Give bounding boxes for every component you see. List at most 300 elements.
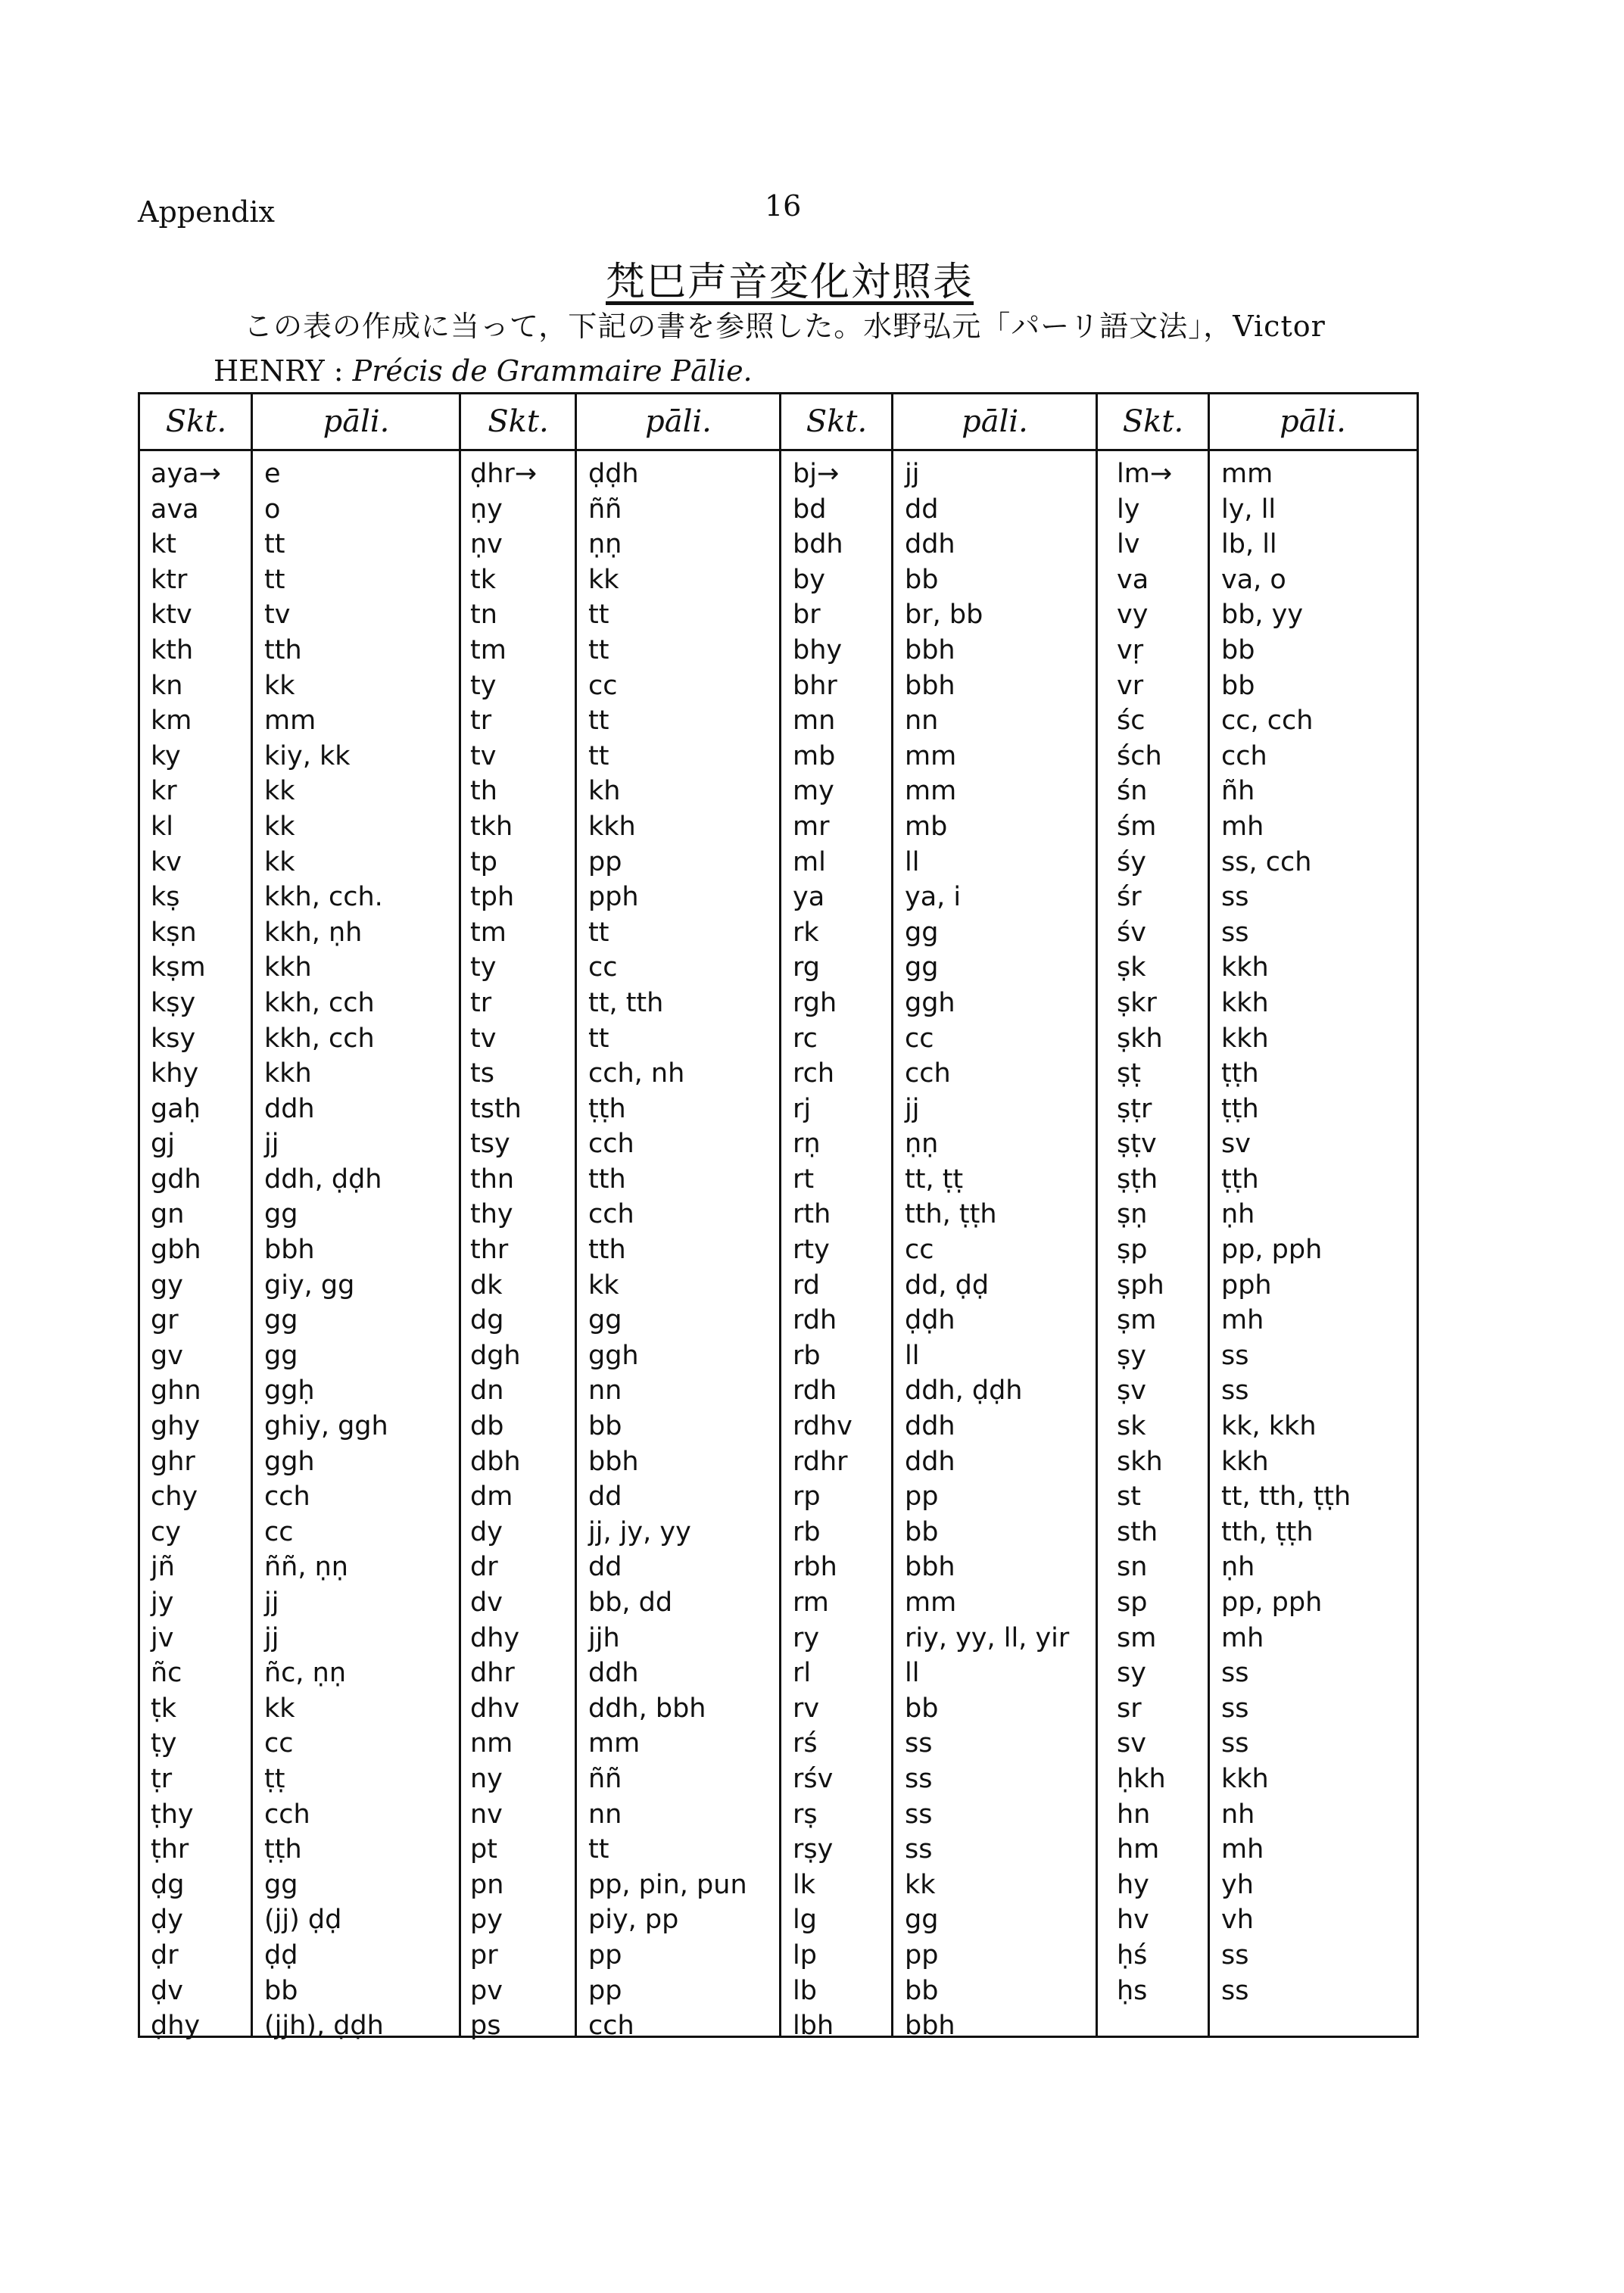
skt-cell: ṣph (1117, 1270, 1164, 1301)
skt-cell: ny (470, 1763, 503, 1794)
pali-cell: kkh, ṇh (264, 917, 363, 948)
pali-column-4 (1221, 456, 1351, 2008)
pali-cell: tt (264, 564, 285, 595)
header-section-label: Appendix (138, 195, 275, 229)
skt-cell: dhr (470, 1658, 515, 1689)
pali-cell: ll (905, 1340, 920, 1371)
skt-cell: ly (1117, 494, 1140, 525)
pali-cell: ññ (588, 494, 622, 525)
skt-cell: ṣṭv (1117, 1129, 1157, 1160)
pali-cell: gg (264, 1340, 298, 1371)
skt-cell: rj (793, 1093, 812, 1124)
pali-cell: gg (264, 1305, 298, 1336)
pali-cell: ll (905, 1658, 920, 1689)
pali-cell: kkh, cch (264, 987, 375, 1018)
pali-cell: ṭṭh (1221, 1164, 1259, 1195)
pali-cell: ṭṭ (264, 1763, 285, 1794)
skt-cell: lg (793, 1905, 817, 1936)
pali-cell: mm (905, 776, 957, 807)
skt-cell: tp (470, 846, 497, 877)
skt-cell: ṭk (151, 1693, 176, 1724)
pali-cell: ss (1221, 1693, 1249, 1724)
skt-cell: kth (151, 634, 194, 665)
pali-cell: cch (588, 1199, 634, 1230)
skt-cell: skh (1117, 1446, 1163, 1477)
skt-cell: tsy (470, 1129, 510, 1160)
skt-cell: śm (1117, 811, 1157, 842)
pali-cell: jj (905, 1093, 920, 1124)
skt-cell: rṣ (793, 1799, 818, 1830)
pali-cell: mb (905, 811, 948, 842)
pali-cell: bb, yy (1221, 600, 1304, 631)
skt-cell: rṇ (793, 1129, 821, 1160)
skt-cell: dn (470, 1375, 504, 1407)
skt-cell: ṭr (151, 1763, 173, 1794)
skt-cell: rty (793, 1235, 830, 1266)
skt-cell: śy (1117, 846, 1146, 877)
pali-cell: bb (264, 1975, 298, 2006)
skt-cell: hm (1117, 1834, 1160, 1865)
pali-cell: tth (588, 1235, 626, 1266)
skt-cell: gn (151, 1199, 185, 1230)
skt-cell: pr (470, 1939, 498, 1971)
pali-cell: kkh, cch. (264, 882, 383, 913)
pali-cell: ss (1221, 1728, 1249, 1759)
pali-cell: ss (905, 1763, 933, 1794)
page-title: 梵巴声音変化対照表 (606, 260, 974, 305)
skt-cell: ktr (151, 564, 188, 595)
pali-cell: ddh, ḍḍh (905, 1375, 1023, 1407)
pali-cell: cch, nh (588, 1058, 685, 1089)
skt-cell: ḍr (151, 1939, 179, 1971)
skt-cell: jv (151, 1622, 174, 1653)
skt-cell: my (793, 776, 834, 807)
pali-cell: ṭṭh (1221, 1058, 1259, 1089)
skt-cell: bdh (793, 529, 843, 560)
skt-cell: rgh (793, 987, 837, 1018)
skt-cell: ṣv (1117, 1375, 1146, 1407)
pali-cell: ṭṭh (1221, 1093, 1259, 1124)
pali-cell: cc (264, 1516, 294, 1547)
pali-cell: lb, ll (1221, 529, 1277, 560)
skt-cell: sy (1117, 1658, 1146, 1689)
pali-cell: gg (264, 1869, 298, 1900)
pali-cell: pp, pph (1221, 1235, 1323, 1266)
pali-cell: kkh (1221, 952, 1269, 983)
pali-cell: ññ (588, 1763, 622, 1794)
pali-cell: ss (1221, 1939, 1249, 1971)
header-skt-1: Skt. (165, 404, 227, 439)
skt-cell: ksy (151, 1023, 196, 1054)
pali-cell: va, o (1221, 564, 1286, 595)
skt-cell: gr (151, 1305, 179, 1336)
pali-cell: kiy, kk (264, 740, 351, 771)
header-pali-4: pāli. (1280, 404, 1346, 439)
skt-cell: ts (470, 1058, 494, 1089)
pali-cell: bbh (905, 2011, 955, 2042)
skt-cell: kr (151, 776, 177, 807)
skt-cell: ghr (151, 1446, 195, 1477)
skt-cell: tm (470, 917, 507, 948)
skt-cell: rp (793, 1481, 821, 1513)
skt-cell: śv (1117, 917, 1146, 948)
skt-cell: lm→ (1117, 459, 1173, 489)
skt-cell: hv (1117, 1905, 1149, 1936)
column-divider (459, 394, 461, 2036)
skt-cell: ml (793, 846, 826, 877)
skt-cell: tr (470, 706, 492, 737)
skt-cell: va (1117, 564, 1149, 595)
pali-cell: ggh (905, 987, 955, 1018)
skt-cell: sp (1117, 1587, 1148, 1618)
pali-cell: ss (1221, 1658, 1249, 1689)
pali-cell: kk (905, 1869, 936, 1900)
pali-cell: jj (264, 1622, 279, 1653)
skt-cell: ktv (151, 600, 192, 631)
pali-cell: ñc, ṇṇ (264, 1658, 347, 1689)
pali-cell: bbh (905, 634, 955, 665)
skt-cell: rś (793, 1728, 818, 1759)
pali-cell: ddh (905, 1411, 955, 1442)
pali-cell: ddh (905, 1446, 955, 1477)
skt-cell: tsth (470, 1093, 522, 1124)
pali-cell: ḍḍh (905, 1305, 955, 1336)
skt-cell: ṣṭr (1117, 1093, 1152, 1124)
skt-cell: ty (470, 952, 497, 983)
pali-cell: ya, i (905, 882, 962, 913)
pali-cell: kk (264, 776, 295, 807)
skt-column-2 (470, 456, 537, 2044)
skt-cell: kn (151, 670, 183, 701)
column-divider (575, 394, 577, 2036)
pali-cell: kk (264, 846, 295, 877)
skt-cell: ḍg (151, 1869, 185, 1900)
pali-cell: jj (264, 1587, 279, 1618)
pali-cell: cc (905, 1023, 934, 1054)
skt-cell: dgh (470, 1340, 521, 1371)
skt-cell: sk (1117, 1411, 1146, 1442)
pali-cell: kkh (1221, 987, 1269, 1018)
skt-cell: ṭhy (151, 1799, 194, 1830)
pali-cell: tt (588, 1834, 609, 1865)
skt-cell: ḍhr→ (470, 459, 538, 489)
pali-cell: bbh (264, 1235, 315, 1266)
skt-cell: ghn (151, 1375, 201, 1407)
pali-cell: gg (905, 1905, 939, 1936)
skt-cell: br (793, 600, 821, 631)
skt-cell: dk (470, 1270, 503, 1301)
skt-cell: pn (470, 1869, 504, 1900)
pali-cell: kk (264, 811, 295, 842)
skt-cell: bd (793, 494, 827, 525)
skt-cell: rm (793, 1587, 829, 1618)
skt-cell: sm (1117, 1622, 1157, 1653)
skt-cell: rv (793, 1693, 820, 1724)
skt-cell: bhy (793, 634, 843, 665)
header-skt-3: Skt. (806, 404, 868, 439)
skt-cell: ḥś (1117, 1939, 1148, 1971)
pali-cell: bb (1221, 670, 1255, 701)
skt-cell: śch (1117, 740, 1162, 771)
skt-cell: kṣn (151, 917, 197, 948)
pali-cell: kkh (264, 1058, 312, 1089)
skt-cell: mb (793, 740, 836, 771)
header-pali-3: pāli. (962, 404, 1028, 439)
pali-cell: cc (264, 1728, 294, 1759)
skt-cell: ty (470, 670, 497, 701)
pali-cell: bb (905, 1693, 939, 1724)
skt-cell: km (151, 706, 192, 737)
skt-cell: ghy (151, 1411, 201, 1442)
pali-cell: ddh (264, 1093, 315, 1124)
skt-cell: rd (793, 1270, 820, 1301)
pali-cell: dd (588, 1481, 622, 1513)
column-divider (779, 394, 781, 2036)
pali-cell: tt (588, 600, 609, 631)
skt-cell: gy (151, 1270, 183, 1301)
intro-book-title: Précis de Grammaire Pālie. (352, 354, 753, 388)
pali-cell: bbh (588, 1446, 639, 1477)
skt-cell: thy (470, 1199, 513, 1230)
pali-cell: ly, ll (1221, 494, 1276, 525)
pali-cell: ss, cch (1221, 846, 1312, 877)
skt-cell: kṣ (151, 882, 180, 913)
table-header-row (140, 394, 1417, 451)
pali-cell: ṇh (1221, 1552, 1255, 1583)
skt-cell: thn (470, 1164, 515, 1195)
pali-cell: nn (588, 1375, 622, 1407)
pali-cell: kh (588, 776, 621, 807)
pali-cell: ghiy, ggh (264, 1411, 388, 1442)
pali-cell: bb, dd (588, 1587, 673, 1618)
skt-cell: dv (470, 1587, 503, 1618)
header-pali-2: pāli. (645, 404, 712, 439)
pali-cell: (jj) ḍḍ (264, 1905, 342, 1936)
pali-cell: ddh (905, 529, 955, 560)
pali-cell: cch (588, 2011, 634, 2042)
skt-cell: rdhv (793, 1411, 853, 1442)
skt-cell: th (470, 776, 497, 807)
header-skt-2: Skt. (488, 404, 549, 439)
skt-cell: kṣm (151, 952, 206, 983)
skt-cell: śn (1117, 776, 1148, 807)
pali-cell: tt (588, 740, 609, 771)
pali-cell: ss (1221, 1340, 1249, 1371)
pali-cell: ss (905, 1728, 933, 1759)
skt-cell: gv (151, 1340, 183, 1371)
pali-cell: kkh (1221, 1763, 1269, 1794)
skt-cell: rṣy (793, 1834, 834, 1865)
pali-cell: tth (588, 1164, 626, 1195)
pali-cell: cc (905, 1235, 934, 1266)
pali-cell: ss (905, 1834, 933, 1865)
skt-cell: kṣy (151, 987, 196, 1018)
skt-cell: rt (793, 1164, 815, 1195)
pali-cell: piy, pp (588, 1905, 679, 1936)
skt-cell: st (1117, 1481, 1141, 1513)
skt-cell: tn (470, 600, 497, 631)
skt-cell: tv (470, 740, 497, 771)
skt-cell: sr (1117, 1693, 1142, 1724)
skt-cell: dbh (470, 1446, 521, 1477)
pali-cell: mm (588, 1728, 641, 1759)
skt-cell: rc (793, 1023, 818, 1054)
pali-cell: bb (905, 564, 939, 595)
pali-cell: tt (588, 706, 609, 737)
pali-cell: ṭṭh (264, 1834, 302, 1865)
pali-cell: kk (588, 1270, 619, 1301)
skt-cell: pv (470, 1975, 503, 2006)
skt-cell: ya (793, 882, 825, 913)
skt-cell: hn (1117, 1799, 1151, 1830)
pali-cell: ṇh (1221, 1199, 1255, 1230)
skt-cell: rdh (793, 1375, 837, 1407)
pali-cell: tt, tth, ṭṭh (1221, 1481, 1351, 1513)
pali-cell: bbh (905, 1552, 955, 1583)
pali-cell: mh (1221, 811, 1264, 842)
skt-cell: ṣṇ (1117, 1199, 1148, 1230)
pali-cell: nn (588, 1799, 622, 1830)
pali-cell: ss (1221, 1975, 1249, 2006)
skt-cell: ṇv (470, 529, 503, 560)
pali-cell: pp (588, 1939, 622, 1971)
pali-cell: ḍḍ (264, 1939, 298, 1971)
pali-cell: ddh, bbh (588, 1693, 706, 1724)
pali-cell: bb (905, 1516, 939, 1547)
skt-cell: lp (793, 1939, 817, 1971)
skt-cell: rk (793, 917, 819, 948)
skt-column-1 (151, 456, 221, 2044)
skt-cell: lk (793, 1869, 815, 1900)
pali-cell: ggh (588, 1340, 639, 1371)
column-divider (891, 394, 893, 2036)
pali-cell: cch (905, 1058, 951, 1089)
pali-cell: tt (588, 917, 609, 948)
skt-cell: tph (470, 882, 515, 913)
pali-cell: vh (1221, 1905, 1254, 1936)
pali-cell: ññ, ṇṇ (264, 1552, 348, 1583)
column-divider (1208, 394, 1210, 2036)
skt-cell: ṣp (1117, 1235, 1148, 1266)
pali-cell: kk (264, 670, 295, 701)
skt-cell: by (793, 564, 825, 595)
pali-cell: ggh (264, 1446, 315, 1477)
pali-cell: ddh, ḍḍh (264, 1164, 382, 1195)
pali-cell: nn (905, 706, 939, 737)
skt-cell: sn (1117, 1552, 1148, 1583)
skt-cell: kl (151, 811, 173, 842)
page-number: 16 (765, 189, 802, 223)
skt-cell: ḥs (1117, 1975, 1148, 2006)
skt-cell: gaḥ (151, 1093, 201, 1124)
skt-cell: dhv (470, 1693, 520, 1724)
pali-cell: dd (588, 1552, 622, 1583)
skt-cell: tr (470, 987, 492, 1018)
skt-cell: lv (1117, 529, 1140, 560)
skt-cell: jy (151, 1587, 174, 1618)
pali-cell: cch (1221, 740, 1267, 771)
skt-cell: rch (793, 1058, 835, 1089)
pali-cell: pph (1221, 1270, 1272, 1301)
skt-cell: cy (151, 1516, 181, 1547)
skt-cell: tm (470, 634, 507, 665)
skt-cell: ṇy (470, 494, 503, 525)
skt-cell: jñ (151, 1552, 175, 1583)
skt-cell: rg (793, 952, 820, 983)
header-skt-4: Skt. (1122, 404, 1184, 439)
pali-cell: ṇṇ (905, 1129, 939, 1160)
pali-cell: cch (264, 1481, 310, 1513)
pali-cell: kkh (1221, 1023, 1269, 1054)
pali-cell: (jjh), ḍḍh (264, 2011, 384, 2042)
skt-cell: ñc (151, 1658, 182, 1689)
pali-cell: jj (905, 459, 920, 489)
skt-cell: ṣṭh (1117, 1164, 1158, 1195)
pali-cell: tt (588, 1023, 609, 1054)
skt-cell: dhy (470, 1622, 520, 1653)
skt-cell: vr (1117, 670, 1144, 701)
skt-cell: vṛ (1117, 634, 1144, 665)
pali-cell: ñh (1221, 776, 1255, 807)
pali-cell: gg (588, 1305, 622, 1336)
skt-cell: ḍhy (151, 2011, 201, 2042)
pali-cell: tt, tth (588, 987, 664, 1018)
skt-cell: ṣk (1117, 952, 1146, 983)
pali-cell: cc, cch (1221, 706, 1314, 737)
pali-cell: giy, gg (264, 1270, 355, 1301)
pali-cell: pp, pph (1221, 1587, 1323, 1618)
pali-cell: kkh (588, 811, 636, 842)
pali-cell: sv (1221, 1129, 1251, 1160)
column-divider (1096, 394, 1098, 2036)
pali-cell: bbh (905, 670, 955, 701)
pali-cell: tv (264, 600, 291, 631)
pali-cell: ss (1221, 917, 1249, 948)
skt-cell: aya→ (151, 459, 221, 489)
pali-cell: dd, ḍḍ (905, 1270, 990, 1301)
pali-cell: cch (264, 1799, 310, 1830)
skt-cell: ḍv (151, 1975, 183, 2006)
pali-cell: tth (264, 634, 302, 665)
pali-cell: ss (1221, 882, 1249, 913)
pali-cell: dd (905, 494, 939, 525)
pali-cell: ll (905, 846, 920, 877)
skt-cell: ṣkr (1117, 987, 1157, 1018)
pali-cell: gg (264, 1199, 298, 1230)
pali-cell: mh (1221, 1305, 1264, 1336)
skt-cell: chy (151, 1481, 198, 1513)
skt-cell: mn (793, 706, 836, 737)
pali-cell: riy, yy, ll, yir (905, 1622, 1070, 1653)
pali-cell: pp (588, 846, 622, 877)
pali-cell: ss (1221, 1375, 1249, 1407)
pali-cell: e (264, 459, 281, 489)
skt-cell: śr (1117, 882, 1142, 913)
pali-cell: mh (1221, 1622, 1264, 1653)
skt-cell: nm (470, 1728, 513, 1759)
pali-cell: mm (1221, 459, 1273, 489)
intro-line-1: この表の作成に当って，下記の書を参照した。水野弘元「パーリ語文法」，Victor (244, 310, 1326, 343)
skt-cell: ṣkh (1117, 1023, 1163, 1054)
pali-cell: yh (1221, 1869, 1254, 1900)
pali-cell: br, bb (905, 600, 983, 631)
pali-cell: mm (264, 706, 316, 737)
pali-cell: jjh (588, 1622, 620, 1653)
skt-cell: rth (793, 1199, 831, 1230)
skt-cell: sv (1117, 1728, 1146, 1759)
sound-change-table (138, 392, 1419, 2042)
skt-cell: gbh (151, 1235, 201, 1266)
